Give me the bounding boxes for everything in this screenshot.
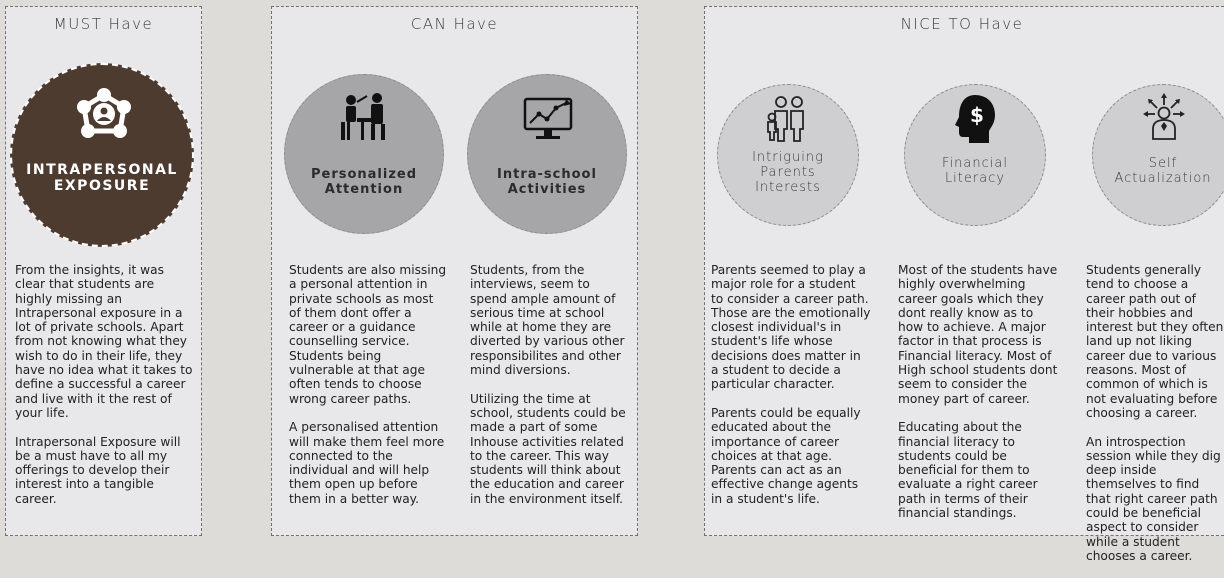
personalized-attention-description: Students are also missing a personal attention in private schools as most of them dont offer a career or a guidance counselling service. Students being vulnerable at that age often tends to choose wrong career paths. A personalised attention will make them feel more connected to the individual and will help them open up before them in a better way. bbox=[289, 263, 447, 506]
intriguing-parents-interests-circle bbox=[717, 84, 859, 226]
intrapersonal-exposure-label: INTRAPERSONAL EXPOSURE bbox=[26, 162, 178, 195]
family-icon bbox=[766, 95, 812, 143]
self-actualization-description: Students generally tend to choose a career path out of their hobbies and interest but they often land up not liking career due to various reasons. Most of common of which is not evaluating before choosing a career. An introspection session while they dig deep inside themselves to find that right career path could be beneficial aspect to consider while a student chooses a career. bbox=[1086, 263, 1224, 563]
self-actualization-circle bbox=[1092, 84, 1224, 226]
intra-school-activities-description: Students, from the interviews, seem to spend ample amount of serious time at school while at home they are diverted by various other responsibilites and other mind diversions. Utilizing the time at school, students could be made a part of some Inhouse activities related to the career. This way students will think about the education and career in the environment itself. bbox=[470, 263, 626, 506]
personalized-attention-circle bbox=[284, 74, 444, 234]
nice-to-have-title: NICE TO Have bbox=[900, 15, 1024, 33]
must-have-title: MUST Have bbox=[53, 15, 154, 33]
self-actualization-label: Self Actualization bbox=[1114, 156, 1212, 186]
nice-to-have-panel bbox=[704, 6, 1224, 563]
person-arrows-icon bbox=[1143, 93, 1185, 141]
personalized-attention-label: Personalized Attention bbox=[310, 167, 418, 197]
intra-school-activities-label: Intra-school Activities bbox=[497, 167, 597, 197]
person-network-icon bbox=[74, 87, 134, 147]
must-have-panel bbox=[5, 6, 202, 536]
monitor-chart-icon bbox=[522, 95, 574, 143]
head-dollar-icon bbox=[953, 93, 999, 145]
can-have-panel bbox=[271, 6, 638, 536]
financial-literacy-description: Most of the students have highly overwhelming career goals which they dont really know as to how to achieve. A major factor in that process is Financial literacy. Most of High school students dont seem to consider the money part of career. Educating about the financial literacy to students could be beneficial for them to evaluate a right career path in terms of their financial standings. bbox=[898, 263, 1058, 521]
financial-literacy-label: Financial Literacy bbox=[942, 156, 1008, 186]
can-have-title: CAN Have bbox=[410, 15, 499, 33]
intriguing-parents-interests-description: Parents seemed to play a major role for a student to consider a career path. Those are the emotionally closest individual's in student's life whose decisions does matter in a student to decide a particular character. Parents could be equally educated about the importance of career choices at that age. Parents can act as an effective change agents in a student's life. bbox=[711, 263, 871, 506]
intriguing-parents-interests-label: Intriguing Parents Interests bbox=[752, 150, 824, 195]
financial-literacy-circle bbox=[904, 84, 1046, 226]
intrapersonal-exposure-circle bbox=[10, 63, 194, 247]
teacher-student-icon bbox=[337, 92, 393, 144]
must-have-description: From the insights, it was clear that students are highly missing an Intrapersonal exposure in a lot of private schools. Apart from not knowing what they wish to do in their life, they have no idea what it takes to define a successful a career and live with it the rest of your life. Intrapersonal Exposure will be a must have to all my offerings to develop their interest into a tangible career. bbox=[15, 263, 193, 506]
intra-school-activities-circle bbox=[467, 74, 627, 234]
svg-text:$: $ bbox=[970, 103, 984, 127]
